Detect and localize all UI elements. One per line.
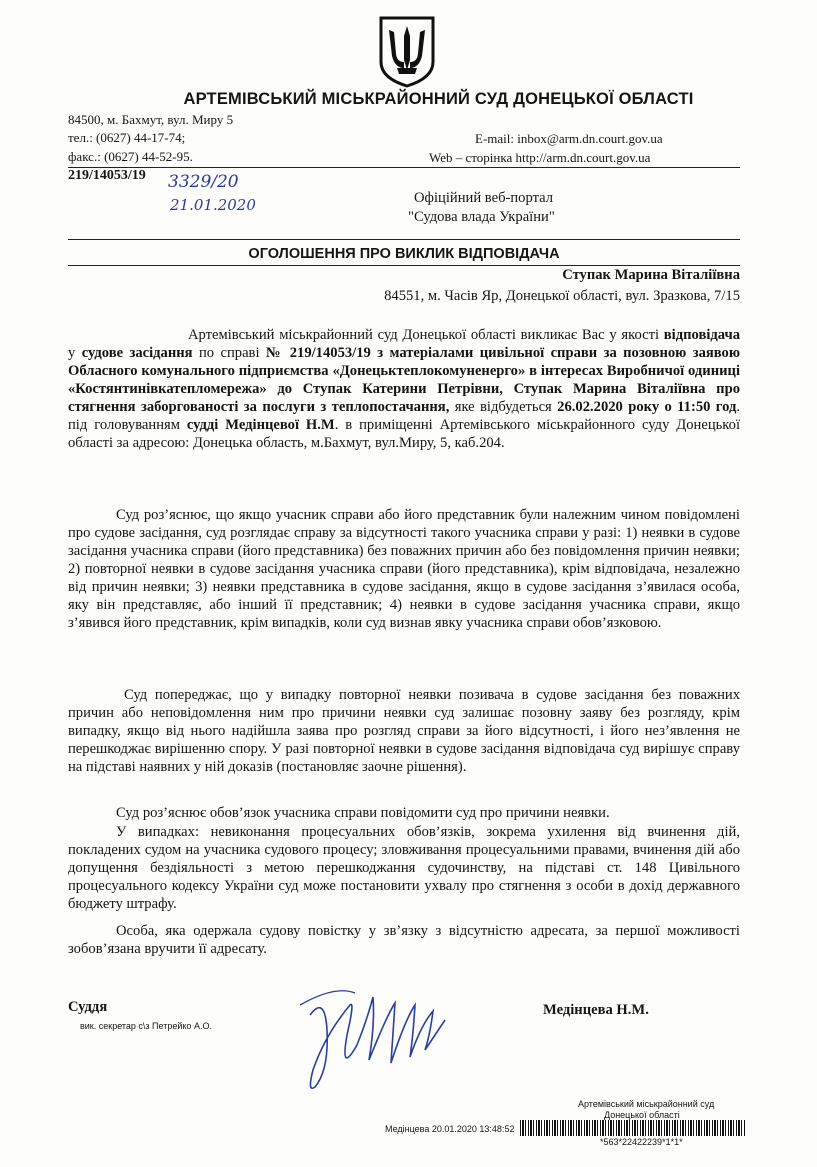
notice-body-2: [68, 506, 740, 632]
hearing-datetime: 26.02.2020 року о 11:50 год: [557, 399, 737, 415]
recipient-line-1: Офіційний веб-портал: [414, 190, 554, 206]
respondent-address: 84551, м. Часів Яр, Донецької області, вул. Зразкова, 7/15: [384, 288, 740, 304]
paragraph-warning: Суд попереджає, що у випадку повторної неявки позивача в судове засідання без поважних причин або неповідомлення ним про причини неявки суд залишає позовну заяву без розгляду, крім випадку, якщо від нього надійшла заява про розгляд справи за його відсутності, і його нез’явлення не перешкоджає вирішенню спору. У разі повторної неявки в судове засідання відповідача суд вирішує справу на підставі наявних у ній доказів (постановляє заочне рішення).: [68, 687, 740, 775]
handwritten-date: 21.01.2020: [170, 196, 256, 214]
court-web: Web – сторінка http://arm.dn.court.gov.ua: [429, 150, 651, 165]
timestamp: Медінцева 20.01.2020 13:48:52: [385, 1124, 515, 1134]
notice-body-5: [68, 823, 740, 913]
court-email: E-mail: inbox@arm.dn.court.gov.ua: [475, 131, 663, 146]
text-span: Артемівський міськрайонний суд Донецької області викликає Вас у якості: [188, 327, 664, 343]
notice-title: ОГОЛОШЕННЯ ПРО ВИКЛИК ВІДПОВІДАЧА: [248, 246, 560, 262]
judge-signature: [295, 975, 455, 1100]
paragraph-summons: [68, 326, 740, 452]
bold-span: відповідача: [663, 327, 740, 343]
text-span: яке відбудеться: [449, 399, 558, 415]
court-stamp-line-1: Артемівський міськрайонний суд: [578, 1099, 715, 1109]
judge-name: Медінцева Н.М.: [543, 1002, 649, 1018]
notice-body-3: [68, 686, 740, 776]
text-span: у: [68, 345, 82, 361]
paragraph-sanctions: У випадках: невиконання процесуальних обов’язків, зокрема ухилення від вчинення дій, покладених судом на учасника судового процесу; зловживання процесуальними правами, вчинення дій або допущення бездіяльності з метою перешкоджання судочинству, на підставі ст. 148 Цивільного процесуального кодексу України суд може постановити ухвалу про стягнення з особи в дохід державного бюджету штрафу.: [68, 824, 740, 912]
title-divider-top: [68, 239, 740, 240]
court-stamp-line-2: Донецької області: [604, 1110, 680, 1120]
text-span: . під головуванням: [68, 399, 740, 433]
court-address: 84500, м. Бахмут, вул. Миру 5: [68, 112, 234, 127]
text-span: . в приміщенні Артемівського міськрайонного суду Донецької області за адресою: Донецька область, м.Бахмут, вул.Миру, 5, каб.204.: [68, 417, 740, 451]
barcode: [520, 1120, 745, 1136]
paragraph-duty: Суд роз’яснює обов’язок учасника справи повідомити суд про причини неявки.: [116, 805, 610, 821]
case-reference: 219/14053/19: [68, 168, 146, 183]
case-description: № 219/14053/19 з матеріалами цивільної справи за позовною заявою Обласного комунального підприємства «Донецьктеплокомуненерго» в інтересах Виробничої одиниці «Костянтинівкатепломережа» до Ступак Катерини Петрівни, Ступак Марина Віталіївна про стягнення заборгованості за послуги з теплопостачання,: [68, 345, 740, 415]
title-divider-bottom: [68, 265, 740, 266]
paragraph-absence-rules: Суд роз’яснює, що якщо учасник справи або його представник були належним чином повідомлені про судове засідання, суд розглядає справу за відсутності такого учасника справи у разі: 1) неявки в судове засідання учасника справи (його представника) без поважних причин або без повідомлення причин неявки; 2) повторної неявки в судове засідання учасника справи (його представника), крім відповідача, незалежно від причин неявки; 3) неявки представника в судове засідання, якщо в судове засідання з’явилася особа, яку він представляє, або інший її представник; 4) неявки в судове засідання учасника справи, якщо з’явився його представник, крім випадків, коли суд визнав явку учасника справи обов’язковою.: [68, 507, 740, 631]
barcode-text: *563*22422239*1*1*: [600, 1137, 683, 1147]
recipient-line-2: "Судова влада України": [408, 209, 555, 225]
notice-body: [68, 326, 740, 452]
judge-label: Суддя: [68, 999, 108, 1015]
coat-of-arms-icon: [377, 14, 437, 90]
court-phone: тел.: (0627) 44-17-74;: [68, 130, 186, 145]
notice-body-4: [68, 804, 740, 822]
respondent-name: Ступак Марина Віталіївна: [562, 267, 740, 283]
notice-body-6: [68, 922, 740, 958]
text-span: по справі: [192, 345, 266, 361]
paragraph-delivery: Особа, яка одержала судову повістку у зв’язку з відсутністю адресата, за першої можливості зобов’язана вручити її адресату.: [68, 923, 740, 957]
judge-reference: судді Медінцевої Н.М: [186, 417, 335, 433]
header-divider: [68, 167, 740, 168]
handwritten-number: 3329/20: [168, 172, 239, 192]
court-fax: факс.: (0627) 44-52-95.: [68, 149, 193, 164]
court-name: АРТЕМІВСЬКИЙ МІСЬКРАЙОННИЙ СУД ДОНЕЦЬКОЇ ОБЛАСТІ: [183, 90, 694, 108]
bold-span: судове засідання: [81, 345, 193, 361]
secretary-note: вик. секретар с\з Петрейко А.О.: [80, 1021, 212, 1031]
